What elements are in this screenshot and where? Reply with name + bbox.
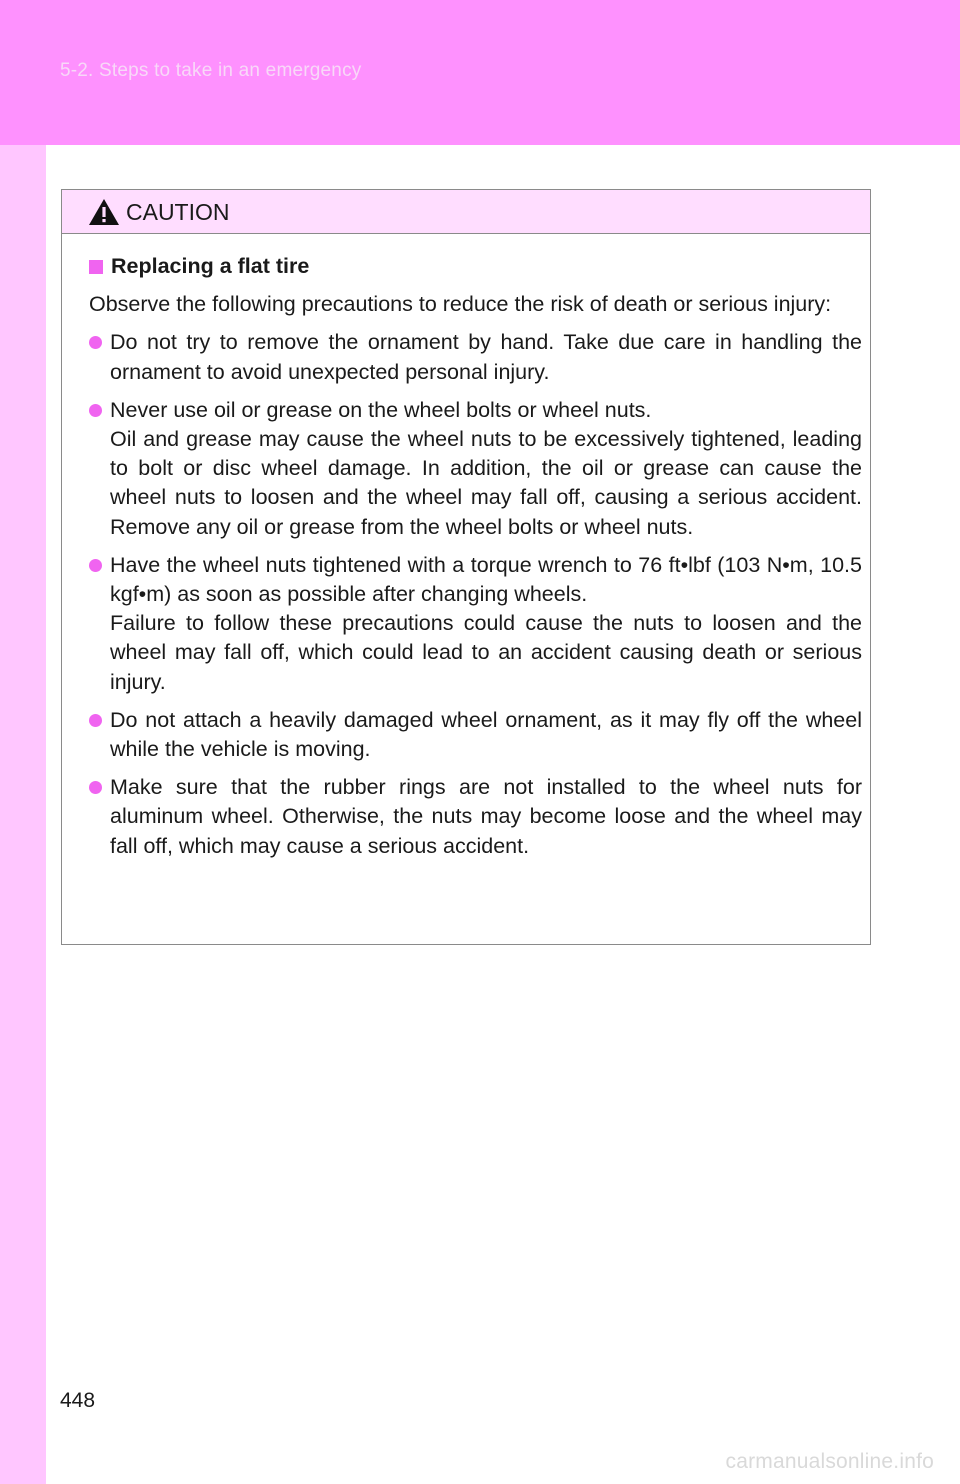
bullet-dot-icon	[89, 559, 102, 572]
caution-header	[62, 190, 870, 234]
list-item	[89, 773, 862, 861]
list-item-text	[110, 551, 862, 697]
warning-triangle-icon	[88, 198, 120, 226]
list-item-line: Make sure that the rubber rings are not installed to the wheel nuts for aluminum wheel. Otherwise, the nuts may become loose and the wheel may fall off, which may cause a serious accident.	[110, 775, 862, 858]
bullet-dot-icon	[89, 336, 102, 349]
section-title: 5-2. Steps to take in an emergency	[60, 60, 362, 81]
list-item-line: Oil and grease may cause the wheel nuts to be excessively tightened, leading to bolt or disc wheel damage. In addition, the oil or grease can cause the wheel nuts to loosen and the wheel may fall off, causing a serious accident. Remove any oil or grease from the wheel bolts or wheel nuts.	[110, 427, 862, 539]
square-bullet-icon	[89, 260, 103, 274]
caution-heading-text: Replacing a flat tire	[111, 254, 310, 278]
watermark: carmanualsonline.info	[725, 1450, 934, 1473]
list-item-text	[110, 328, 862, 386]
list-item	[89, 551, 862, 697]
bullet-dot-icon	[89, 404, 102, 417]
caution-body	[89, 252, 862, 870]
list-item-line: Do not try to remove the ornament by hand. Take due care in handling the ornament to avoid unexpected personal injury.	[110, 330, 862, 384]
bullet-dot-icon	[89, 714, 102, 727]
list-item-line: Do not attach a heavily damaged wheel ornament, as it may fly off the wheel while the vehicle is moving.	[110, 707, 862, 762]
bullet-dot-icon	[89, 781, 102, 794]
list-item-text	[110, 706, 862, 764]
side-strip	[0, 145, 46, 1484]
list-item	[89, 706, 862, 764]
caution-box	[61, 189, 871, 945]
list-item-text	[110, 773, 862, 861]
caution-heading	[89, 252, 862, 281]
list-item-text	[110, 396, 862, 542]
caution-title: CAUTION	[126, 199, 230, 225]
list-item-line: Have the wheel nuts tightened with a torque wrench to 76 ft•lbf (103 N•m, 10.5 kgf•m) as soon as possible after changing wheels.	[110, 552, 862, 607]
list-item-line: Failure to follow these precautions could cause the nuts to loosen and the wheel may fall off, which could lead to an accident causing death or serious injury.	[110, 611, 862, 694]
list-item	[89, 328, 862, 386]
page-number: 448	[60, 1389, 96, 1412]
list-item	[89, 396, 862, 542]
caution-intro: Observe the following precautions to reduce the risk of death or serious injury:	[89, 292, 832, 317]
list-item-line: Never use oil or grease on the wheel bolts or wheel nuts.	[110, 397, 652, 422]
